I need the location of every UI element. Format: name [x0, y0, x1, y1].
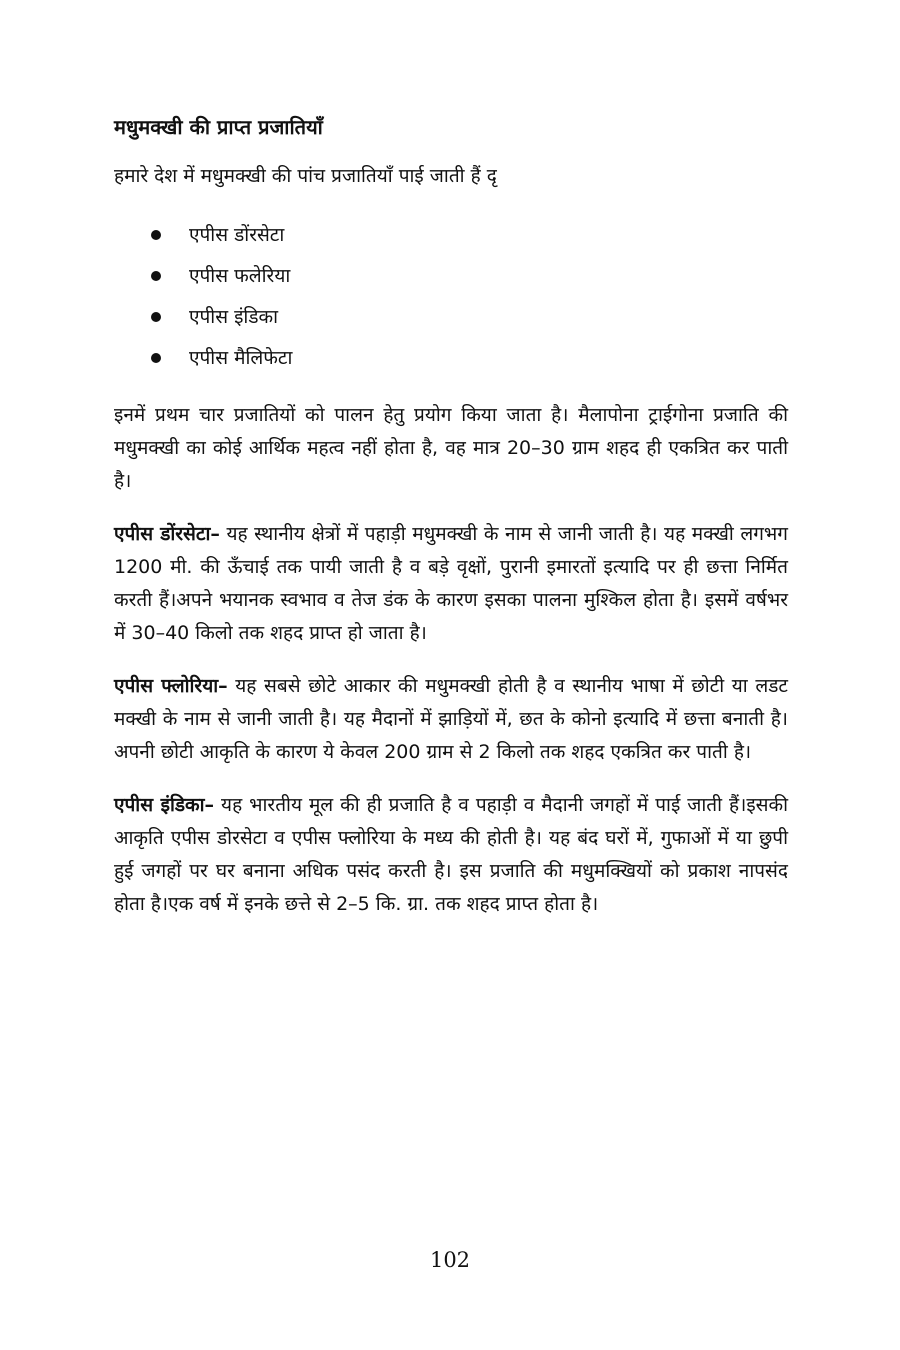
species-paragraph-indica [114, 789, 788, 921]
list-item-text: एपीस इंडिका [189, 306, 279, 328]
bullet-icon [151, 271, 161, 281]
list-item-text: एपीस मैलिफेटा [189, 347, 293, 369]
page-number: 102 [429, 1248, 471, 1272]
list-item [114, 256, 788, 297]
species-description: यह भारतीय मूल की ही प्रजाति है व पहाड़ी व मैदानी जगहों में पाई जाती हैं।इसकी आकृति एपीस डोरसेटा व एपीस फ्लोरिया के मध्य की होती है। यह बंद घरों में, गुफाओं में या छुपी हुई जगहों पर घर बनाना अधिक पसंद करती है। इस प्रजाति की मधुमक्खियों को प्रकाश नापसंद होता है।एक वर्ष में इनके छत्ते से 2–5 कि. ग्रा. तक शहद प्राप्त होता है। [114, 794, 789, 915]
species-description: यह स्थानीय क्षेत्रों में पहाड़ी मधुमक्खी के नाम से जानी जाती है। यह मक्खी लगभग 1200 मी. की ऊँचाई तक पायी जाती है व बड़े वृक्षों, पुरानी इमारतों इत्यादि पर ही छत्ता निर्मित करती हैं।अपने भयानक स्वभाव व तेज डंक के कारण इसका पालना मुश्किल होता है। इसमें वर्षभर में 30–40 किलो तक शहद प्राप्त हो जाता है। [114, 523, 788, 644]
list-item-text: एपीस डोंरसेटा [189, 224, 285, 246]
document-page [114, 112, 788, 941]
bullet-icon [151, 312, 161, 322]
list-item [114, 338, 788, 379]
species-term: एपीस फ्लोरिया– [114, 675, 228, 697]
species-term: एपीस इंडिका– [114, 794, 215, 816]
list-item-text: एपीस फलेरिया [189, 265, 291, 287]
list-item [114, 297, 788, 338]
species-paragraph-dorsata [114, 518, 788, 650]
list-item [114, 215, 788, 256]
species-list [114, 215, 788, 379]
species-term: एपीस डोंरसेटा– [114, 523, 220, 545]
species-description: यह सबसे छोटे आकार की मधुमक्खी होती है व स्थानीय भाषा में छोटी या लडट मक्खी के नाम से जानी जाती है। यह मैदानों में झाड़ियों में, छत के कोनो इत्यादि में छत्ता बनाती है। अपनी छोटी आकृति के कारण ये केवल 200 ग्राम से 2 किलो तक शहद एकत्रित कर पाती है। [114, 675, 788, 763]
bullet-icon [151, 353, 161, 363]
intro-paragraph: हमारे देश में मधुमक्खी की पांच प्रजातियाँ पाई जाती हैं दृ [114, 165, 497, 187]
species-paragraph-florea [114, 670, 788, 769]
bullet-icon [151, 230, 161, 240]
general-paragraph: इनमें प्रथम चार प्रजातियों को पालन हेतु प्रयोग किया जाता है। मैलापोना ट्राईगोना प्रजाति की मधुमक्खी का कोई आर्थिक महत्व नहीं होता है, वह मात्र 20–30 ग्राम शहद ही एकत्रित कर पाती है। [114, 404, 788, 492]
section-heading: मधुमक्खी की प्राप्त प्रजातियाँ [114, 115, 323, 139]
